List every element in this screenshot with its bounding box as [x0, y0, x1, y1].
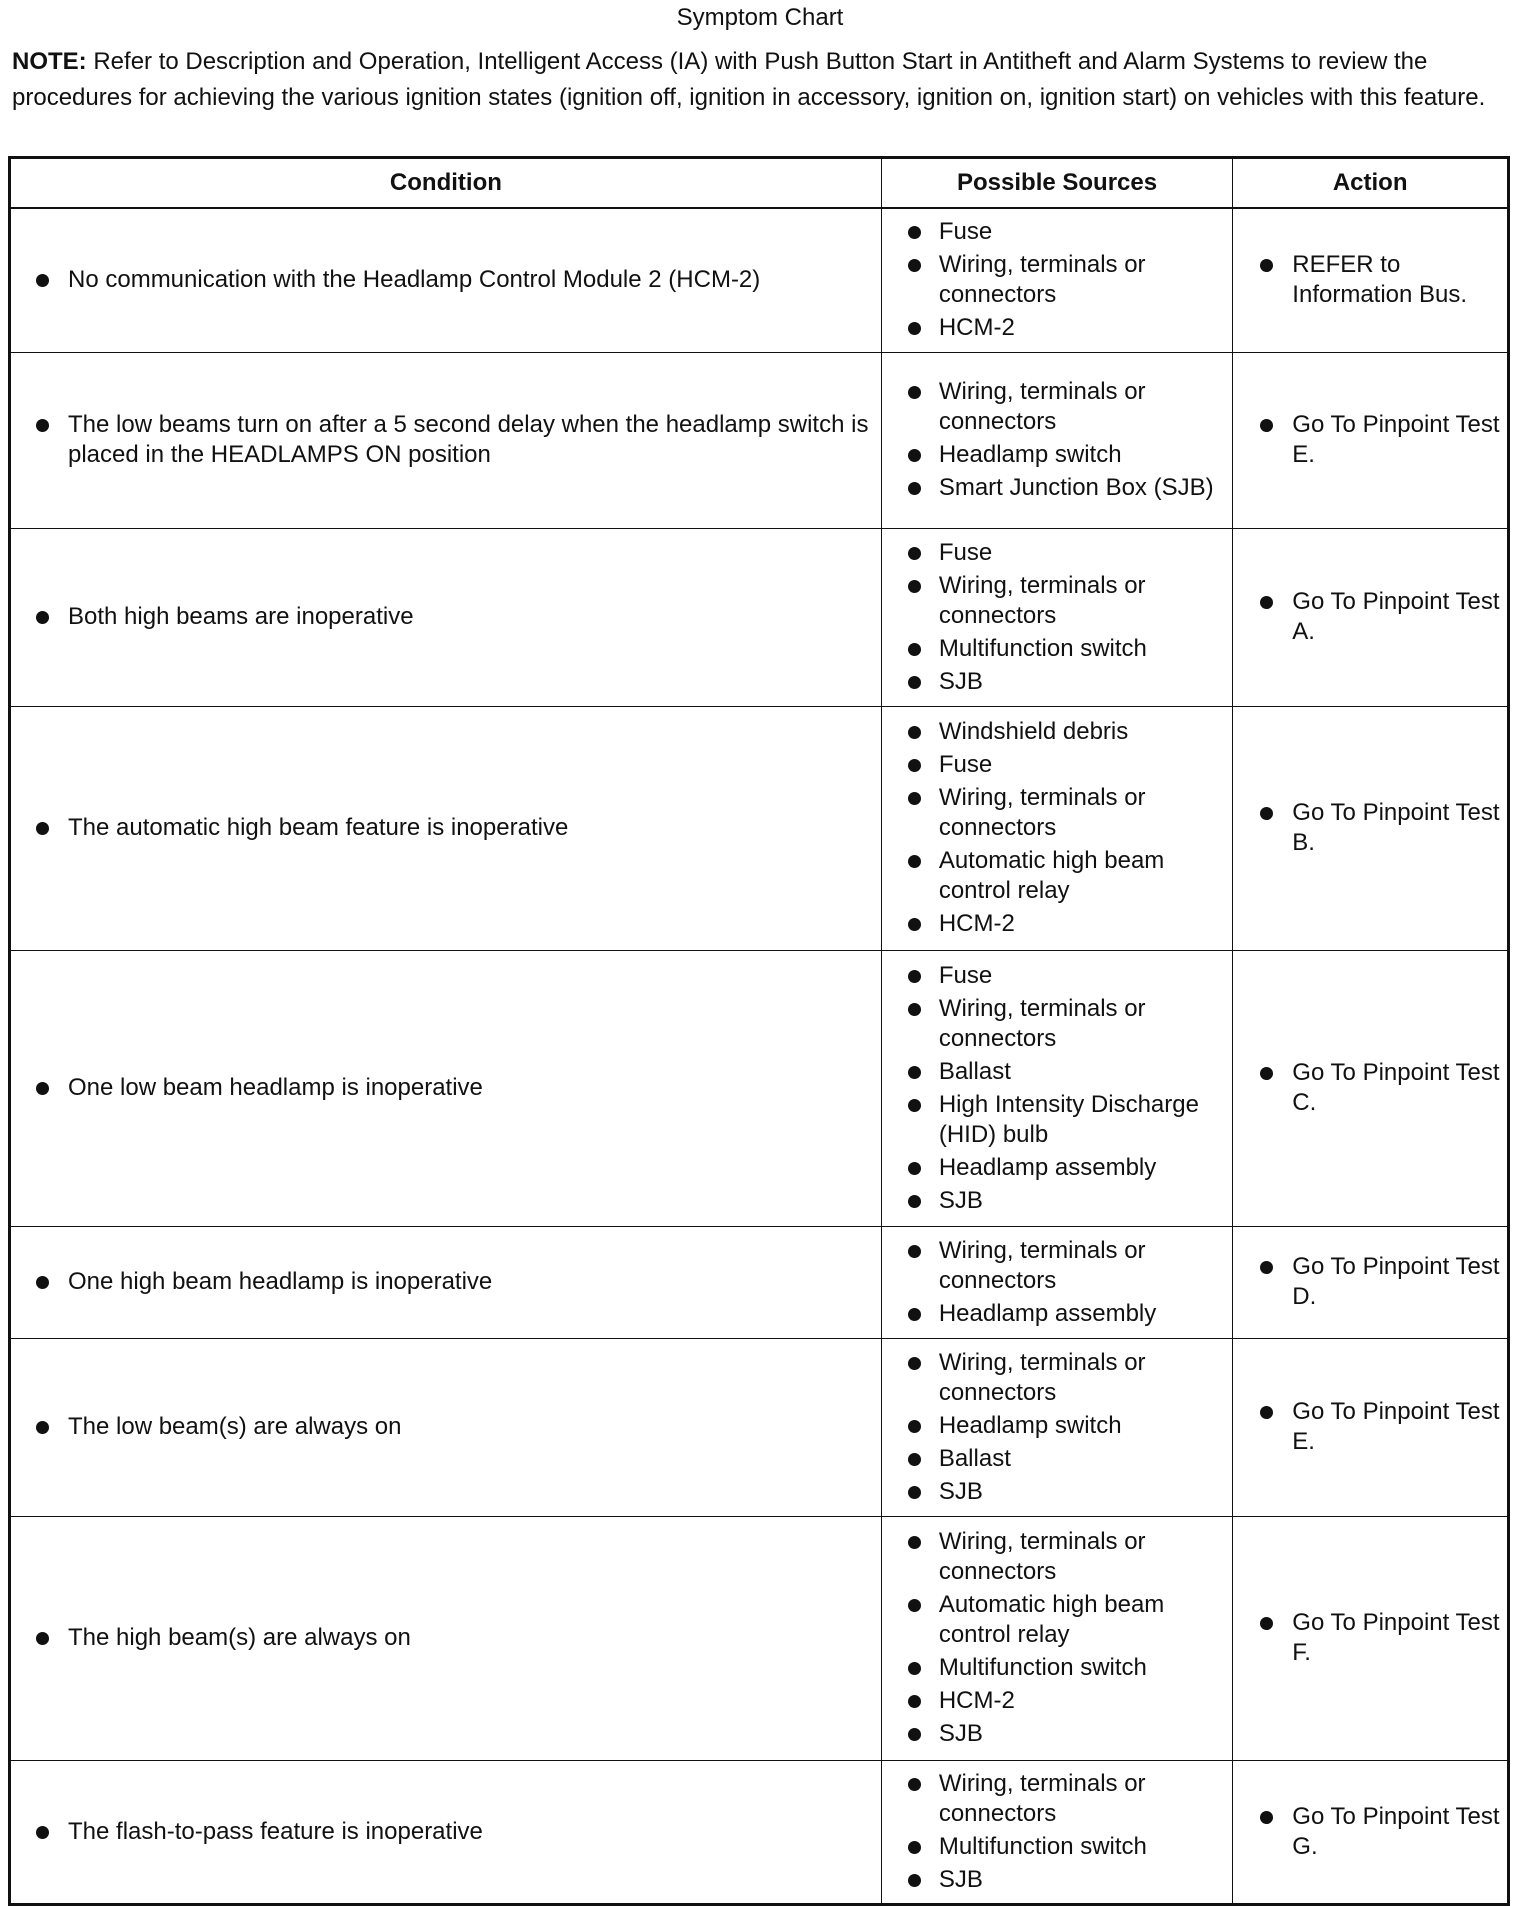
- note-paragraph: [12, 44, 1508, 116]
- source-item: Ballast: [882, 1057, 1232, 1090]
- note-text: Refer to Description and Operation, Intelligent Access (IA) with Push Button Start in Antitheft and Alarm Systems to review the procedures for achieving the various ignition states (ignition off, ignition in accessory, ignition on, ignition start) on vehicles with this feature.: [12, 48, 1486, 111]
- table-row: [10, 1516, 1509, 1760]
- condition-cell: [10, 1760, 882, 1904]
- source-item: Wiring, terminals or connectors: [882, 994, 1232, 1057]
- table-row: [10, 1760, 1509, 1904]
- source-item: SJB: [882, 667, 1232, 697]
- condition-text: The low beam(s) are always on: [12, 1412, 880, 1442]
- condition-cell: [10, 528, 882, 706]
- condition-cell: [10, 950, 882, 1226]
- table-row: [10, 1226, 1509, 1338]
- source-item: Fuse: [882, 538, 1232, 571]
- source-item: SJB: [882, 1186, 1232, 1216]
- table-row: [10, 950, 1509, 1226]
- condition-text: The low beams turn on after a 5 second delay when the headlamp switch is placed in the HEADLAMPS ON position: [12, 410, 880, 470]
- source-item: Wiring, terminals or connectors: [882, 1527, 1232, 1590]
- source-item: Wiring, terminals or connectors: [882, 250, 1232, 313]
- condition-text: The automatic high beam feature is inoperative: [12, 813, 880, 843]
- action-cell: [1233, 528, 1509, 706]
- action-cell: [1233, 950, 1509, 1226]
- table-header-row: [10, 158, 1509, 209]
- condition-cell: [10, 706, 882, 950]
- action-cell: [1233, 208, 1509, 352]
- header-condition: Condition: [10, 158, 882, 209]
- condition-text: One high beam headlamp is inoperative: [12, 1267, 880, 1297]
- note-label: NOTE:: [12, 48, 87, 75]
- source-item: Headlamp switch: [882, 440, 1232, 473]
- table-row: [10, 528, 1509, 706]
- source-item: Automatic high beam control relay: [882, 846, 1232, 909]
- source-item: HCM-2: [882, 1686, 1232, 1719]
- page-title: Symptom Chart: [676, 4, 844, 31]
- symptom-chart-table: [8, 156, 1510, 1906]
- source-item: Headlamp assembly: [882, 1299, 1232, 1329]
- source-item: Wiring, terminals or connectors: [882, 783, 1232, 846]
- source-item: Multifunction switch: [882, 634, 1232, 667]
- table-row: [10, 352, 1509, 528]
- source-item: Fuse: [882, 217, 1232, 250]
- action-text: Go To Pinpoint Test F.: [1234, 1608, 1506, 1668]
- source-item: Headlamp switch: [882, 1411, 1232, 1444]
- source-item: Wiring, terminals or connectors: [882, 1769, 1232, 1832]
- possible-sources-cell: [881, 1226, 1232, 1338]
- action-text: Go To Pinpoint Test E.: [1234, 410, 1506, 470]
- condition-text: The flash-to-pass feature is inoperative: [12, 1817, 880, 1847]
- possible-sources-cell: [881, 1516, 1232, 1760]
- action-cell: [1233, 1760, 1509, 1904]
- source-item: SJB: [882, 1719, 1232, 1749]
- source-item: High Intensity Discharge (HID) bulb: [882, 1090, 1232, 1153]
- possible-sources-cell: [881, 1760, 1232, 1904]
- source-item: Wiring, terminals or connectors: [882, 1236, 1232, 1299]
- condition-cell: [10, 1516, 882, 1760]
- possible-sources-cell: [881, 706, 1232, 950]
- source-item: Wiring, terminals or connectors: [882, 1348, 1232, 1411]
- condition-cell: [10, 352, 882, 528]
- source-item: Smart Junction Box (SJB): [882, 473, 1232, 503]
- condition-cell: [10, 1226, 882, 1338]
- action-text: Go To Pinpoint Test C.: [1234, 1058, 1506, 1118]
- table-body: [10, 208, 1509, 1904]
- source-item: Automatic high beam control relay: [882, 1590, 1232, 1653]
- action-cell: [1233, 1516, 1509, 1760]
- condition-text: Both high beams are inoperative: [12, 602, 880, 632]
- source-item: Fuse: [882, 961, 1232, 994]
- action-text: REFER to Information Bus.: [1234, 250, 1506, 310]
- source-item: Wiring, terminals or connectors: [882, 377, 1232, 440]
- action-text: Go To Pinpoint Test D.: [1234, 1252, 1506, 1312]
- possible-sources-cell: [881, 208, 1232, 352]
- source-item: Windshield debris: [882, 717, 1232, 750]
- table-row: [10, 208, 1509, 352]
- action-text: Go To Pinpoint Test A.: [1234, 587, 1506, 647]
- source-item: Multifunction switch: [882, 1653, 1232, 1686]
- header-action: Action: [1233, 158, 1509, 209]
- possible-sources-cell: [881, 352, 1232, 528]
- action-text: Go To Pinpoint Test G.: [1234, 1802, 1506, 1862]
- source-item: SJB: [882, 1477, 1232, 1507]
- action-cell: [1233, 706, 1509, 950]
- condition-text: One low beam headlamp is inoperative: [12, 1073, 880, 1103]
- table-row: [10, 1338, 1509, 1516]
- source-item: HCM-2: [882, 909, 1232, 939]
- condition-cell: [10, 208, 882, 352]
- possible-sources-cell: [881, 950, 1232, 1226]
- action-text: Go To Pinpoint Test B.: [1234, 798, 1506, 858]
- source-item: HCM-2: [882, 313, 1232, 343]
- source-item: SJB: [882, 1865, 1232, 1895]
- condition-text: No communication with the Headlamp Control Module 2 (HCM-2): [12, 265, 880, 295]
- header-possible-sources: Possible Sources: [881, 158, 1232, 209]
- source-item: Wiring, terminals or connectors: [882, 571, 1232, 634]
- source-item: Fuse: [882, 750, 1232, 783]
- condition-cell: [10, 1338, 882, 1516]
- action-cell: [1233, 1338, 1509, 1516]
- action-cell: [1233, 1226, 1509, 1338]
- action-text: Go To Pinpoint Test E.: [1234, 1397, 1506, 1457]
- source-item: Headlamp assembly: [882, 1153, 1232, 1186]
- condition-text: The high beam(s) are always on: [12, 1623, 880, 1653]
- source-item: Multifunction switch: [882, 1832, 1232, 1865]
- possible-sources-cell: [881, 1338, 1232, 1516]
- table-row: [10, 706, 1509, 950]
- possible-sources-cell: [881, 528, 1232, 706]
- action-cell: [1233, 352, 1509, 528]
- source-item: Ballast: [882, 1444, 1232, 1477]
